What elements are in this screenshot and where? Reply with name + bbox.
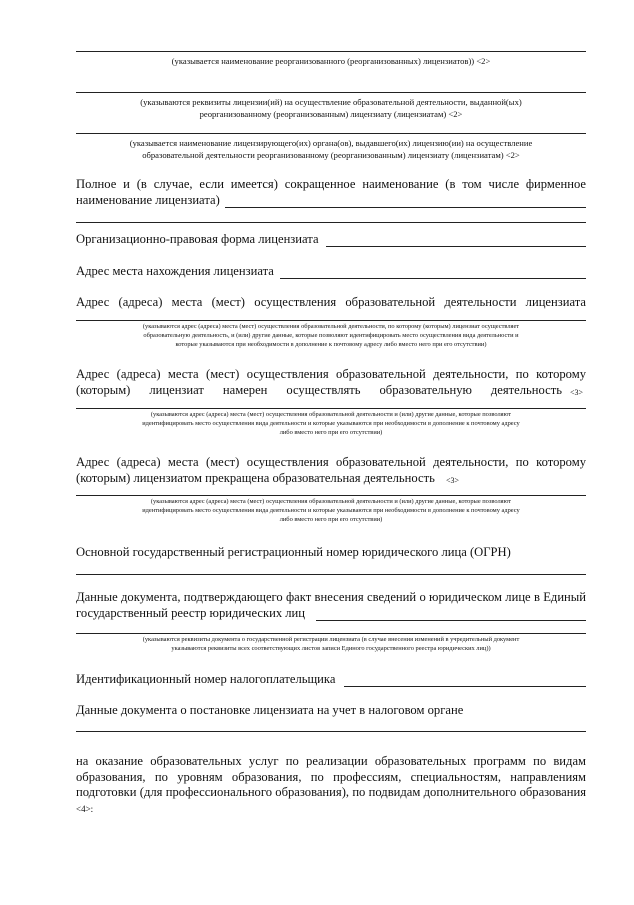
location-address-label: Адрес места нахождения лицензиата — [76, 264, 274, 278]
tax-doc-input-line[interactable] — [76, 731, 586, 732]
license-requisites-caption-1: (указываются реквизиты лицензии(ий) на осуществление образовательной деятельности, выданной(ых) — [140, 97, 522, 107]
ceased-address-ref: <3> — [446, 476, 460, 485]
reorganized-name-line[interactable] — [76, 51, 586, 52]
full-name-input-line[interactable] — [225, 207, 586, 208]
registry-doc-label-2: государственный реестр юридических лиц — [76, 606, 306, 620]
license-requisites-line[interactable] — [76, 92, 586, 93]
issuing-body-caption-2: образовательной деятельности реорганизованному (реорганизованным) лицензиату (лицензиатам) <2> — [142, 150, 520, 160]
ogrn-input-line[interactable] — [76, 574, 586, 575]
closing-ref: <4>: — [76, 803, 94, 814]
closing-text: на оказание образовательных услуг по реализации образовательных программ по видам образования, по уровням образования, по профессиям, специальностям, направлениям подготовки (для профессионального образования), по подвидам дополнительного образования — [76, 754, 586, 799]
ceased-address-note-1: (указываются адрес (адреса) места (мест) осуществления образовательной деятельности и (или) другие данные, которые позволяют — [150, 498, 512, 505]
ogrn-label: Основной государственный регистрационный номер юридического лица (ОГРН) — [76, 545, 511, 559]
registry-doc-input-line-2[interactable] — [76, 633, 586, 634]
registry-doc-input-line[interactable] — [316, 620, 586, 621]
legal-form-label: Организационно-правовая форма лицензиата — [76, 232, 319, 246]
legal-form-input-line[interactable] — [326, 246, 586, 247]
activity-address-note-1: (указываются адрес (адреса) места (мест) осуществления образовательной деятельности, по которому (которым) лицензиат осуществляет — [142, 323, 520, 330]
license-requisites-caption-2: реорганизованному (реорганизованным) лицензиату (лицензиатам) <2> — [199, 109, 463, 119]
location-address-input-line[interactable] — [280, 278, 586, 279]
ceased-address-input-line[interactable] — [76, 495, 586, 496]
registry-doc-label-1: Данные документа, подтверждающего факт внесения сведений о юридическом лице в Единый — [76, 590, 586, 604]
activity-address-input-line[interactable] — [76, 320, 586, 321]
activity-address-label: Адрес (адреса) места (мест) осуществления образовательной деятельности лицензиата — [76, 295, 586, 309]
intended-address-note-3: либо вместо него при его отсутствии) — [279, 429, 383, 436]
intended-address-ref: <3> — [570, 388, 584, 397]
tax-doc-label: Данные документа о постановке лицензиата на учет в налоговом органе — [76, 703, 464, 717]
activity-address-note-2: образовательную деятельность, и (или) другие данные, которые позволяют идентифицировать место осуществления вида деятельности и — [143, 332, 519, 339]
intended-address-label-1: Адрес (адреса) места (мест) осуществления образовательной деятельности, по которому — [76, 367, 586, 381]
full-name-input-line-2[interactable] — [76, 222, 586, 223]
full-name-label-1: Полное и (в случае, если имеется) сокращенное наименование (в том числе фирменное — [76, 177, 586, 191]
full-name-label-2: наименование лицензиата) — [76, 193, 220, 207]
registry-doc-note-1: (указываются реквизиты документа о государственной регистрации лицензиата (в случае внесения изменений в учредительный документ — [142, 636, 520, 643]
issuing-body-caption-1: (указывается наименование лицензирующего(их) органа(ов), выдавшего(их) лицензию(ии) на осуществление — [129, 138, 533, 148]
ceased-address-label-2: (которым) лицензиатом прекращена образовательная деятельность — [76, 471, 435, 485]
intended-address-note-1: (указываются адрес (адреса) места (мест) осуществления образовательной деятельности и (или) другие данные, которые позволяют — [150, 411, 512, 418]
reorganized-name-caption: (указывается наименование реорганизованного (реорганизованных) лицензиатов)) <2> — [171, 56, 491, 66]
inn-label: Идентификационный номер налогоплательщика — [76, 672, 336, 686]
intended-address-label-2: (которым) лицензиат намерен осуществлять образовательную деятельность — [76, 383, 562, 397]
activity-address-note-3: которые указываются при необходимости в дополнение к почтовому адресу либо вместо него при его отсутствии) — [175, 341, 487, 348]
ceased-address-label-1: Адрес (адреса) места (мест) осуществления образовательной деятельности, по которому — [76, 455, 586, 469]
registry-doc-note-2: указываются реквизиты всех соответствующих листов записи Единого государственного реестра юридических лиц)) — [171, 645, 491, 652]
issuing-body-line[interactable] — [76, 133, 586, 134]
ceased-address-note-3: либо вместо него при его отсутствии) — [279, 516, 383, 523]
closing-paragraph — [76, 754, 586, 817]
intended-address-note-2: идентифицировать место осуществления вида деятельности и которые указываются при необходимости в дополнение к почтовому адресу — [142, 420, 520, 427]
intended-address-input-line[interactable] — [76, 408, 586, 409]
ceased-address-note-2: идентифицировать место осуществления вида деятельности и которые указываются при необходимости в дополнение к почтовому адресу — [142, 507, 520, 514]
inn-input-line[interactable] — [344, 686, 586, 687]
